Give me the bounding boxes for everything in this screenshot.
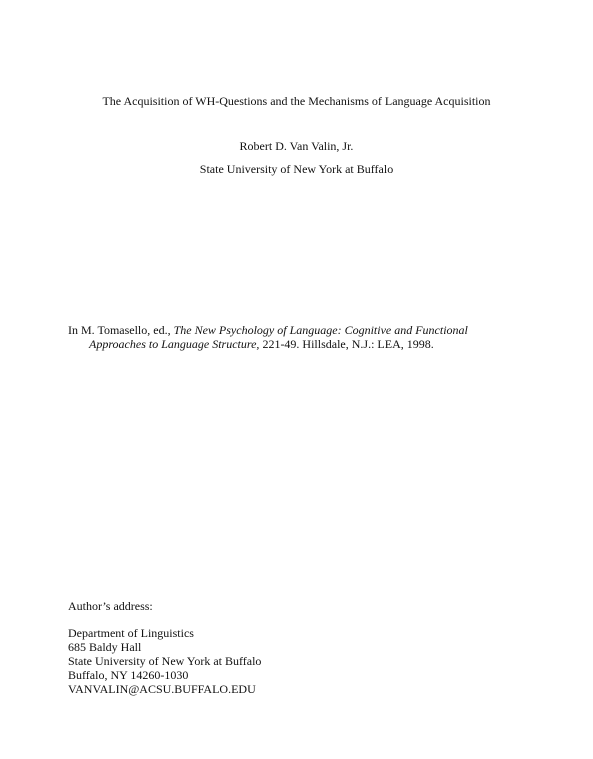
citation-prefix: In M. Tomasello, ed., [68,323,174,337]
citation-book-title-line2: Approaches to Language Structure, [89,337,260,351]
address-department: Department of Linguistics [68,626,194,640]
author-affiliation: State University of New York at Buffalo [199,162,394,176]
citation [68,323,468,351]
address-city: Buffalo, NY 14260-1030 [68,668,189,682]
address-building: 685 Baldy Hall [68,640,142,654]
citation-suffix: 221-49. Hillsdale, N.J.: LEA, 1998. [259,337,434,351]
address-email: VANVALIN@ACSU.BUFFALO.EDU [68,682,256,696]
address-university: State University of New York at Buffalo [68,654,262,668]
address-label: Author’s address: [68,599,153,613]
author-name: Robert D. Van Valin, Jr. [239,139,354,153]
paper-title: The Acquisition of WH-Questions and the Mechanisms of Language Acquisition [102,94,491,108]
author-address [68,626,261,696]
citation-book-title-line1: The New Psychology of Language: Cognitive and Functional [173,323,468,337]
